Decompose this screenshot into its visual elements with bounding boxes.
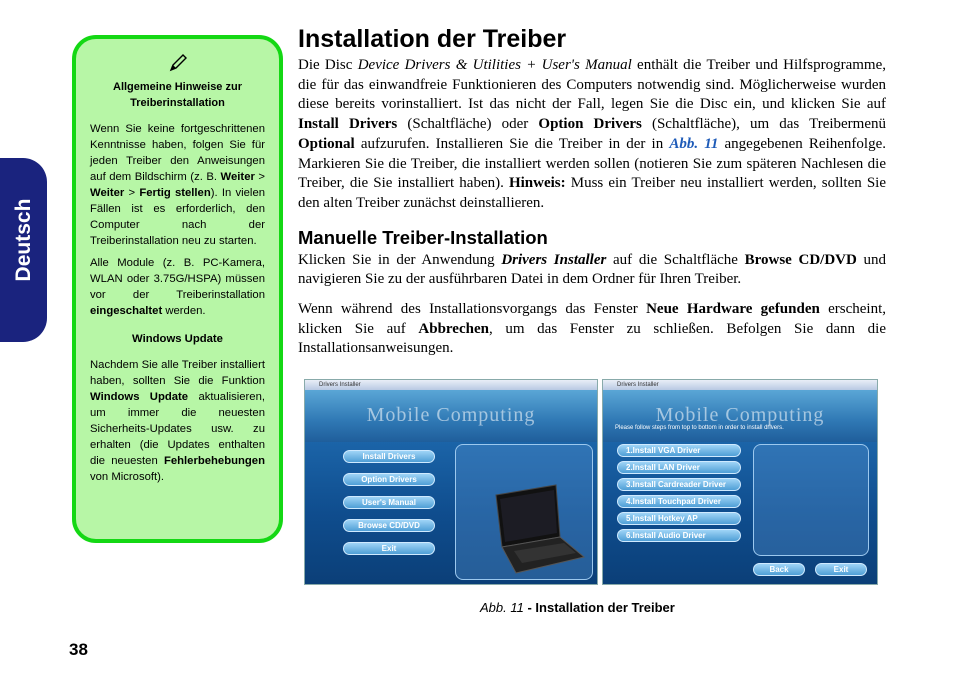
option-drivers-button[interactable]: Option Drivers <box>343 473 435 486</box>
hardware-found-paragraph: Wenn während des Installationsvorgangs das Fenster Neue Hardware gefunden erscheint, klicken Sie auf Abbrechen, um das Fenster zu schließen. Befolgen Sie dann die Installationsanweisungen. <box>298 301 887 357</box>
intro-paragraph: Die Disc Device Drivers & Utilities + User's Manual enthält die Treiber und Hilfsprogramme, die für das einwandfreie Funktionieren des Computers notwendig sind. Möglicherweise wurden diese bereits vorinstalliert. Ist das nicht der Fall, legen Sie die Disc ein, und klicken Sie auf Install Drivers (Schaltfläche) oder Option Drivers (Schaltfläche), um das Treibermenü Optional aufzurufen. Installieren Sie die Treiber in der in Abb. 11 angegebenen Reihenfolge. Markieren Sie die Treiber, die installiert werden sollen (notieren Sie zum späteren Nachlesen die Treiber, die Sie installiert haben). Hinweis: Muss ein Treiber neu installiert werden, sollten Sie den alten Treiber zunächst deinstallieren. <box>298 57 887 211</box>
browse-cd-dvd-button[interactable]: Browse CD/DVD <box>343 519 435 532</box>
section-heading: Manuelle Treiber-Installation <box>298 226 548 248</box>
note-box <box>72 35 283 543</box>
instruction-text: Please follow steps from top to bottom in order to install drivers. <box>615 425 784 431</box>
page-title: Installation der Treiber <box>298 25 567 53</box>
figure-link[interactable]: Abb. 11 <box>669 135 719 152</box>
install-lan-driver-button[interactable]: 2.Install LAN Driver <box>617 461 741 474</box>
note-heading: Allgemeine Hinweise zur Treiberinstallation <box>113 81 242 109</box>
details-panel <box>753 444 869 556</box>
window-title: Drivers Installer <box>305 380 597 390</box>
exit-button[interactable]: Exit <box>343 542 435 555</box>
exit-button-2[interactable]: Exit <box>815 563 867 576</box>
note-paragraph-1: Wenn Sie keine fortgeschrittenen Kenntnisse haben, folgen Sie für jeden Treiber den Anweisungen auf dem Bildschirm (z. B. Weiter > Weiter > Fertig stellen). In vielen Fällen ist es erforderlich, den Computer nach der Treiberinstallation neu zu starten. <box>90 123 266 247</box>
main-content <box>298 22 886 359</box>
laptop-icon <box>456 445 594 581</box>
screenshot-drivers-installer-main <box>304 379 598 585</box>
install-touchpad-driver-button[interactable]: 4.Install Touchpad Driver <box>617 495 741 508</box>
install-hotkey-ap-button[interactable]: 5.Install Hotkey AP <box>617 512 741 525</box>
figure-caption: Abb. 11 - Installation der Treiber <box>480 600 675 615</box>
install-vga-driver-button[interactable]: 1.Install VGA Driver <box>617 444 741 457</box>
window-title-2: Drivers Installer <box>603 380 877 390</box>
pencil-icon <box>166 51 190 75</box>
install-cardreader-driver-button[interactable]: 3.Install Cardreader Driver <box>617 478 741 491</box>
banner-2: Mobile Computing <box>603 390 877 442</box>
note-section-title: Windows Update <box>132 333 223 345</box>
note-paragraph-3: Nachdem Sie alle Treiber installiert haben, sollten Sie die Funktion Windows Update aktualisieren, um immer die neuesten Sicherheits-Updates usw. zu erhalten (die Updates enthalten die neuesten Fehlerbehebungen von Microsoft). <box>90 359 266 483</box>
manual-install-paragraph: Klicken Sie in der Anwendung Drivers Installer auf die Schaltfläche Browse CD/DVD und navigieren Sie zu der ausführbaren Datei in dem Ordner für Ihren Treiber. <box>298 251 886 288</box>
users-manual-button[interactable]: User's Manual <box>343 496 435 509</box>
preview-panel <box>455 444 593 580</box>
install-audio-driver-button[interactable]: 6.Install Audio Driver <box>617 529 741 542</box>
note-paragraph-2: Alle Module (z. B. PC-Kamera, WLAN oder 3.75G/HSPA) müssen vor der Treiberinstallation eingeschaltet werden. <box>90 257 265 317</box>
back-button[interactable]: Back <box>753 563 805 576</box>
page-number: 38 <box>69 640 88 659</box>
screenshot-drivers-installer-options <box>602 379 878 585</box>
language-tab-label: Deutsch <box>12 198 35 282</box>
banner: Mobile Computing <box>305 390 597 442</box>
install-drivers-button[interactable]: Install Drivers <box>343 450 435 463</box>
